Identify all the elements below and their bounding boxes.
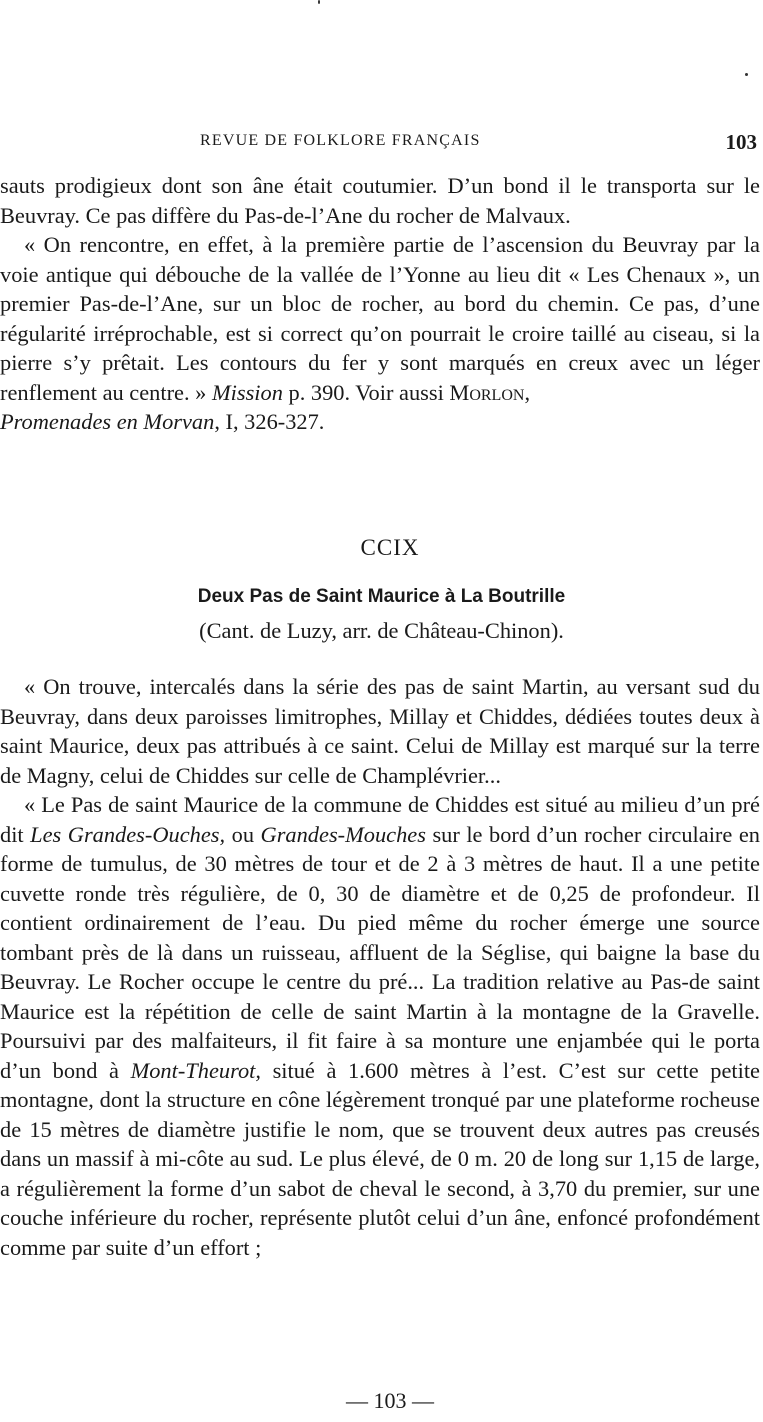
paragraph-text: « Le Pas de saint Maurice de la commune de Chiddes est situé au milieu d’un pré dit	[0, 792, 760, 847]
paragraph-text: ou	[225, 821, 261, 847]
paragraph	[0, 171, 760, 230]
body-text-top	[0, 171, 760, 437]
place-name: Grandes-Mouches	[260, 821, 426, 847]
paragraph-text: sauts prodigieux dont son âne était coutumier. D’un bond il le transporta sur le Beuvray. Ce pas diffère du Pas-de-l’Ane du rocher de Malvaux.	[0, 173, 760, 228]
paragraph-text: ,	[524, 379, 531, 405]
running-title: REVUE DE FOLKLORE FRANÇAIS	[200, 132, 481, 149]
header-page-number: 103	[725, 130, 757, 154]
scan-speck	[745, 73, 748, 76]
work-title: Mission	[211, 379, 283, 405]
scan-speck	[318, 0, 320, 4]
paragraph	[0, 790, 760, 1262]
paragraph-text: sur le bord d’un rocher circulaire en forme de tumulus, de 30 mètres de tour et de 2 à 3 mètres de haut. Il a une petite cuvette ronde très régulière, de 0, 30 de diamètre et de 0,25 de profondeur. Il contient ordinairement de l’eau. Du pied même du rocher émerge une source tombant près de là dans un ruisseau, affluent de la Séglise, qui baigne la base du Beuvray. Le Rocher occupe le centre du pré... La tradition relative au Pas-de saint Maurice est la répétition de celle de saint Martin à la montagne de la Gravelle. Poursuivi par des malfaiteurs, il fit faire à sa monture une enjambée qui le porta d’un bond à	[0, 821, 760, 1083]
paragraph-text: situé à 1.600 mètres à l’est. C’est sur cette petite montagne, dont la structure en cône légèrement tronqué par une plateforme rocheuse de 15 mètres de diamètre justifie le nom, que se trouvent deux autres pas creusés dans un massif à mi-côte au sud. Le plus élevé, de 0 m. 20 de long sur 1,15 de large, a régulièrement la forme d’un sabot de cheval le second, à 3,70 du premier, sur une couche inférieure du rocher, représente plutôt celui d’un âne, enfoncé profondément comme par suite d’un effort ;	[0, 1057, 761, 1260]
section-subtitle: (Cant. de Luzy, arr. de Château-Chinon).	[199, 618, 564, 643]
body-text-bottom	[0, 672, 760, 1262]
paragraph-text: , I, 326-327.	[214, 409, 325, 434]
section-title: Deux Pas de Saint Maurice à La Boutrille	[197, 586, 566, 607]
section-number: CCIX	[360, 535, 420, 560]
paragraph-text: « On rencontre, en effet, à la première partie de l’ascension du Beuvray par la voie antique qui débouche de la vallée de l’Yonne au lieu dit « Les Chenaux », un premier Pas-de-l’Ane, sur un bloc de rocher, au bord du chemin. Ce pas, d’une régularité irréprochable, est si correct qu’on pourrait le croire taillé au ciseau, si la pierre s’y prêtait. Les contours du fer y sont marqués en creux avec un léger renflement au centre. »	[0, 232, 760, 405]
paragraph-text: p. 390. Voir aussi	[282, 379, 450, 405]
work-title: Promenades en Morvan	[0, 409, 215, 434]
author-name: Morlon	[449, 379, 525, 405]
running-header	[0, 130, 763, 154]
paragraph	[0, 672, 760, 790]
paragraph	[0, 230, 760, 437]
footer-page-number: — 103 —	[346, 1388, 434, 1413]
paragraph-text: « On trouve, intercalés dans la série des pas de saint Martin, au versant sud du Beuvray, dans deux paroisses limitrophes, Millay et Chiddes, dédiées toutes deux à saint Maurice, deux pas attribués à ce saint. Celui de Millay est marqué sur la terre de Magny, celui de Chiddes sur celle de Champlévrier...	[0, 674, 760, 788]
place-name: Les Grandes-Ouches,	[30, 821, 226, 847]
place-name: Mont-Theurot,	[130, 1057, 261, 1083]
